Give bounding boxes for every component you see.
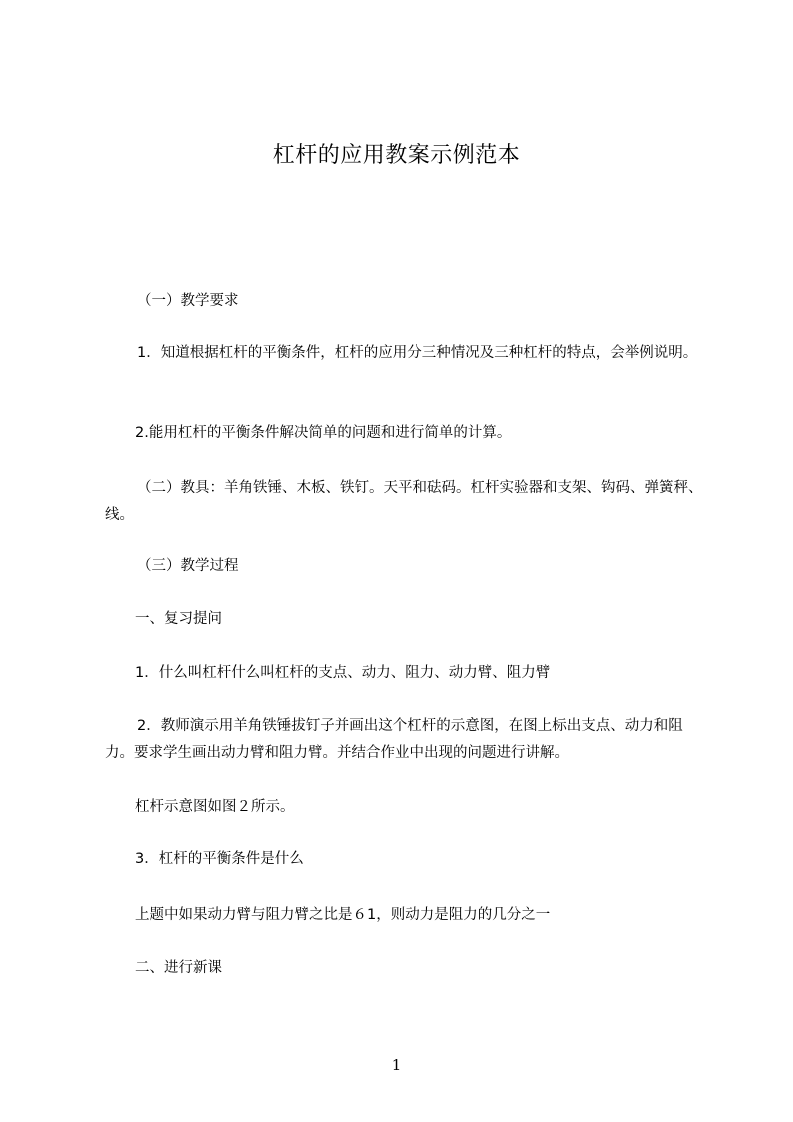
requirement-item-2: 2.能用杠杆的平衡条件解决简单的问题和进行简单的计算。 xyxy=(135,425,512,441)
review-question-1: 1．什么叫杠杆什么叫杠杆的支点、动力、阻力、动力臂、阻力臂 xyxy=(135,665,551,681)
requirement-item-1: 1．知道根据杠杆的平衡条件，杠杆的应用分三种情况及三种杠杆的特点，会举例说明。 xyxy=(137,345,698,361)
document-title: 杠杆的应用教案示例范本 xyxy=(272,143,521,168)
section-teaching-requirements: （一）教学要求 xyxy=(137,293,239,309)
review-question-3: 3．杠杆的平衡条件是什么 xyxy=(135,851,304,867)
section-teaching-process: （三）教学过程 xyxy=(137,558,239,574)
page-number: 1 xyxy=(391,1056,402,1074)
follow-up-question: 上题中如果动力臂与阻力臂之比是６1，则动力是阻力的几分之一 xyxy=(135,907,551,923)
review-question-2: 2．教师演示用羊角铁锤拔钉子并画出这个杠杆的示意图，在图上标出支点、动力和阻力。要求学生画出动力臂和阻力臂。并结合作业中出现的问题进行讲解。 xyxy=(105,718,683,761)
heading-review-questions: 一、复习提问 xyxy=(135,611,222,627)
section-teaching-aids: （二）教具：羊角铁锤、木板、铁钉。天平和砝码。杠杆实验器和支架、钩码、弹簧秤、线。 xyxy=(105,480,703,523)
heading-new-lesson: 二、进行新课 xyxy=(135,960,222,976)
lever-diagram-note: 杠杆示意图如图２所示。 xyxy=(135,799,295,815)
